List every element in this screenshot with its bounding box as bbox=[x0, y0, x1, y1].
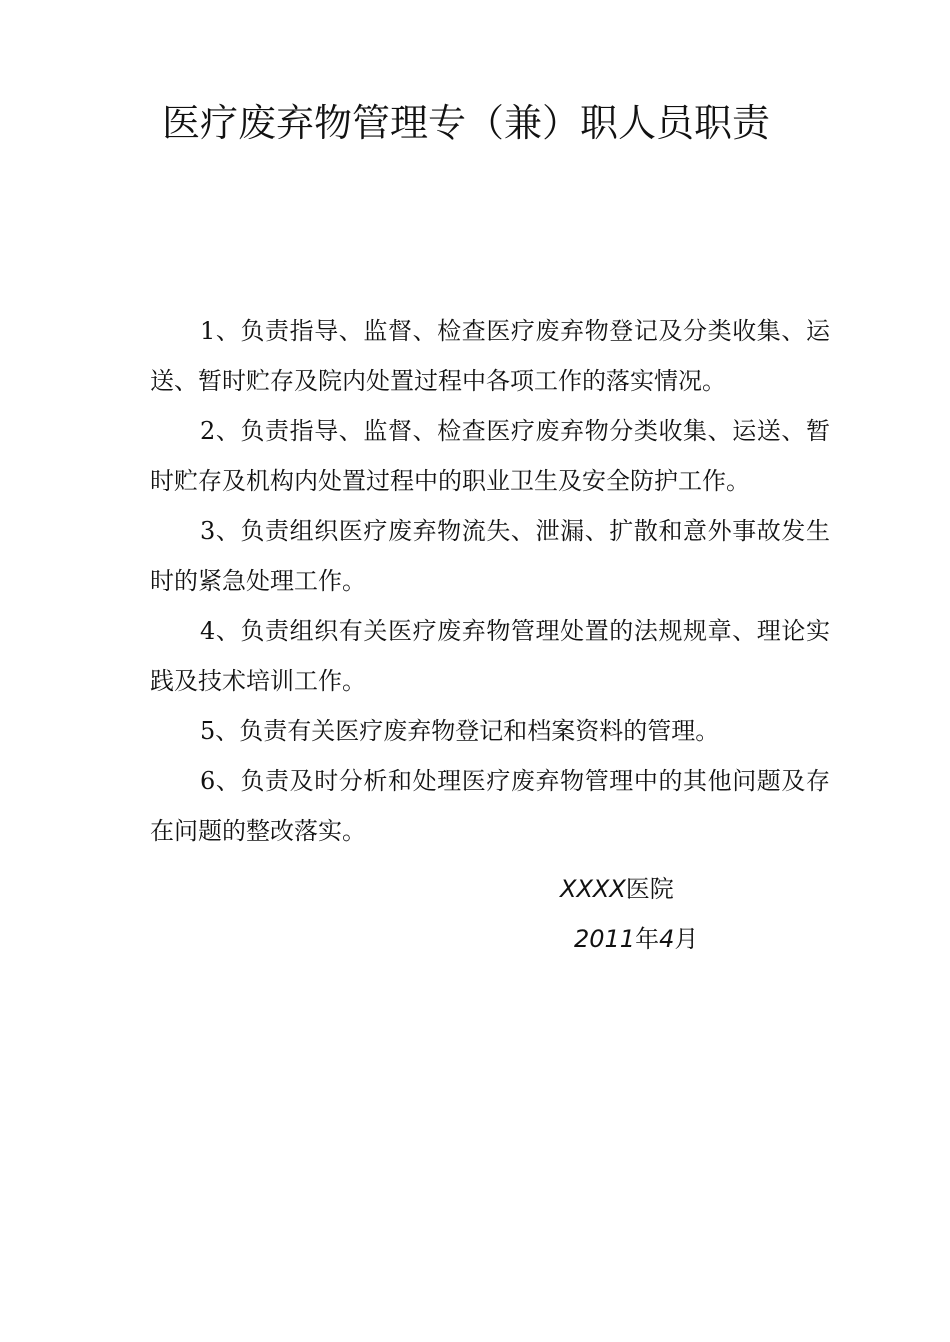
date-month: 4 bbox=[659, 925, 675, 953]
document-body bbox=[150, 306, 830, 856]
date-month-unit: 月 bbox=[674, 925, 699, 953]
duty-paragraph-2: 2、负责指导、监督、检查医疗废弃物分类收集、运送、暂时贮存及机构内处置过程中的职业卫生及安全防护工作。 bbox=[150, 417, 830, 495]
duty-paragraph-4: 4、负责组织有关医疗废弃物管理处置的法规规章、理论实践及技术培训工作。 bbox=[150, 617, 830, 695]
document-title: 医疗废弃物管理专（兼）职人员职责 bbox=[162, 101, 771, 145]
duty-paragraph-6: 6、负责及时分析和处理医疗废弃物管理中的其他问题及存在问题的整改落实。 bbox=[150, 767, 830, 845]
duty-paragraph-5: 5、负责有关医疗废弃物登记和档案资料的管理。 bbox=[200, 717, 720, 745]
organization-code: XXXX bbox=[560, 875, 626, 903]
signature-organization bbox=[560, 864, 698, 914]
signature-block bbox=[560, 864, 698, 964]
duty-paragraph-3: 3、负责组织医疗废弃物流失、泄漏、扩散和意外事故发生时的紧急处理工作。 bbox=[150, 517, 830, 595]
date-year-unit: 年 bbox=[635, 925, 660, 953]
signature-date bbox=[560, 914, 698, 964]
organization-suffix: 医院 bbox=[625, 875, 674, 903]
date-year: 2011 bbox=[574, 925, 636, 953]
duty-paragraph-1: 1、负责指导、监督、检查医疗废弃物登记及分类收集、运送、暂时贮存及院内处置过程中各项工作的落实情况。 bbox=[150, 317, 830, 395]
